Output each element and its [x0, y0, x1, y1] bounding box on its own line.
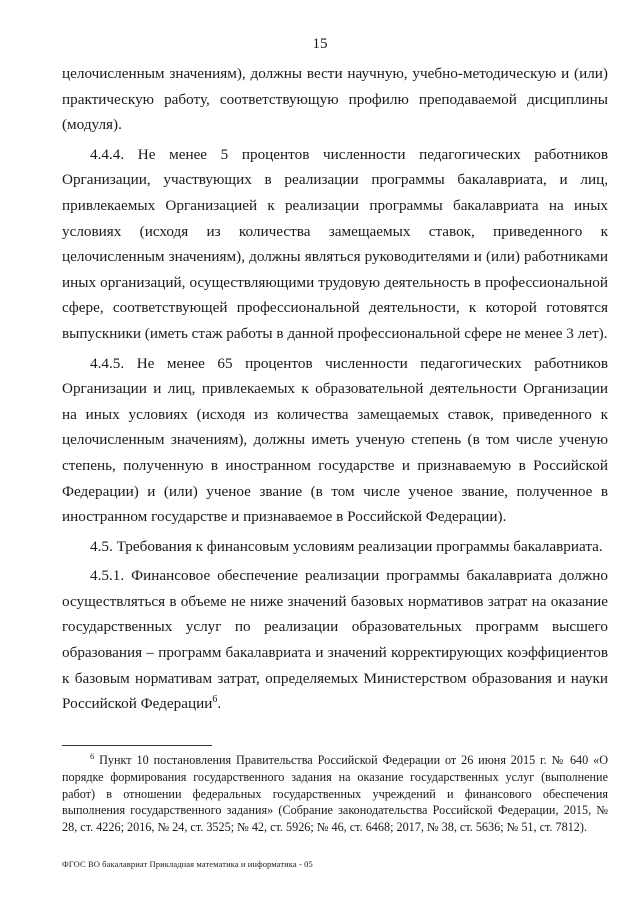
- page-number: 15: [312, 36, 328, 52]
- footnote-separator: [62, 745, 212, 746]
- paragraph-continuation: целочисленным значениям), должны вести научную, учебно-методическую и (или) практическую работу, соответствующую профилю преподаваемой дисциплины (модуля).: [62, 65, 608, 134]
- paragraph-4-4-5: 4.4.5. Не менее 65 процентов численности педагогических работников Организации и лиц, привлекаемых к образовательной деятельности Организации на иных условиях (исходя из количества замещаемых ставок, приведенного к целочисленным значениям), должны иметь ученую степень (в том числе ученую степень, полученную в иностранном государстве и признаваемую в Российской Федерации) и (или) ученое звание (в том числе ученое звание, полученное в иностранном государстве и признаваемое в Российской Федерации).: [62, 354, 608, 526]
- paragraph-4-5-1: 4.5.1. Финансовое обеспечение реализации программы бакалавриата должно осуществляться в объеме не ниже значений базовых нормативов затрат на оказание государственных услуг по реализации образовательных программ высшего образования – программ бакалавриата и значений корректирующих коэффициентов к базовым нормативам затрат, определяемых Министерством образования и науки Российской Федерации$^6$.: [62, 567, 608, 713]
- footnote-text: Пункт 10 постановления Правительства Российской Федерации от 26 июня 2015 г. № 640 «О порядке формирования государственного задания на оказание государственных услуг (выполнение работ) в отношении федеральных государственных учреждений и финансового обеспечения выполнения государственного задания» (Собрание законодательства Российской Федерации, 2015, № 28, ст. 4226; 2016, № 24, ст. 3525; № 42, ст. 5926; № 46, ст. 6468; 2017, № 38, ст. 5636; № 51, ст. 7812).: [62, 753, 608, 835]
- paragraph-4-4-4: 4.4.4. Не менее 5 процентов численности педагогических работников Организации, участвующих в реализации программы бакалавриата, и лиц, привлекаемых Организацией к реализации программы бакалавриата на иных условиях (исходя из количества замещаемых ставок, приведенного к целочисленным значениям), должны являться руководителями и (или) работниками иных организаций, осуществляющими трудовую деятельность в профессиональной сфере, соответствующей профессиональной деятельности, к которой готовятся выпускники (иметь стаж работы в данной профессиональной сфере не менее 3 лет).: [62, 145, 608, 342]
- footnote-marker: 6: [90, 750, 95, 761]
- paragraph-4-5: 4.5. Требования к финансовым условиям реализации программы бакалавриата.: [90, 537, 603, 555]
- body-text: [62, 61, 608, 717]
- footnote: [62, 752, 608, 836]
- footnote-reference: 6: [212, 694, 218, 706]
- paragraph-4-5-1-text: 4.5.1. Финансовое обеспечение реализации программы бакалавриата должно осуществляться в объеме не ниже значений базовых нормативов затрат на оказание государственных услуг по реализации образовательных программ высшего образования – программ бакалавриата и значений корректирующих коэффициентов к базовым нормативам затрат, определяемых Министерством образования и науки Российской Федерации: [62, 567, 608, 713]
- page-footer: ФГОС ВО бакалавриат Прикладная математика и информатика - 05: [62, 859, 313, 869]
